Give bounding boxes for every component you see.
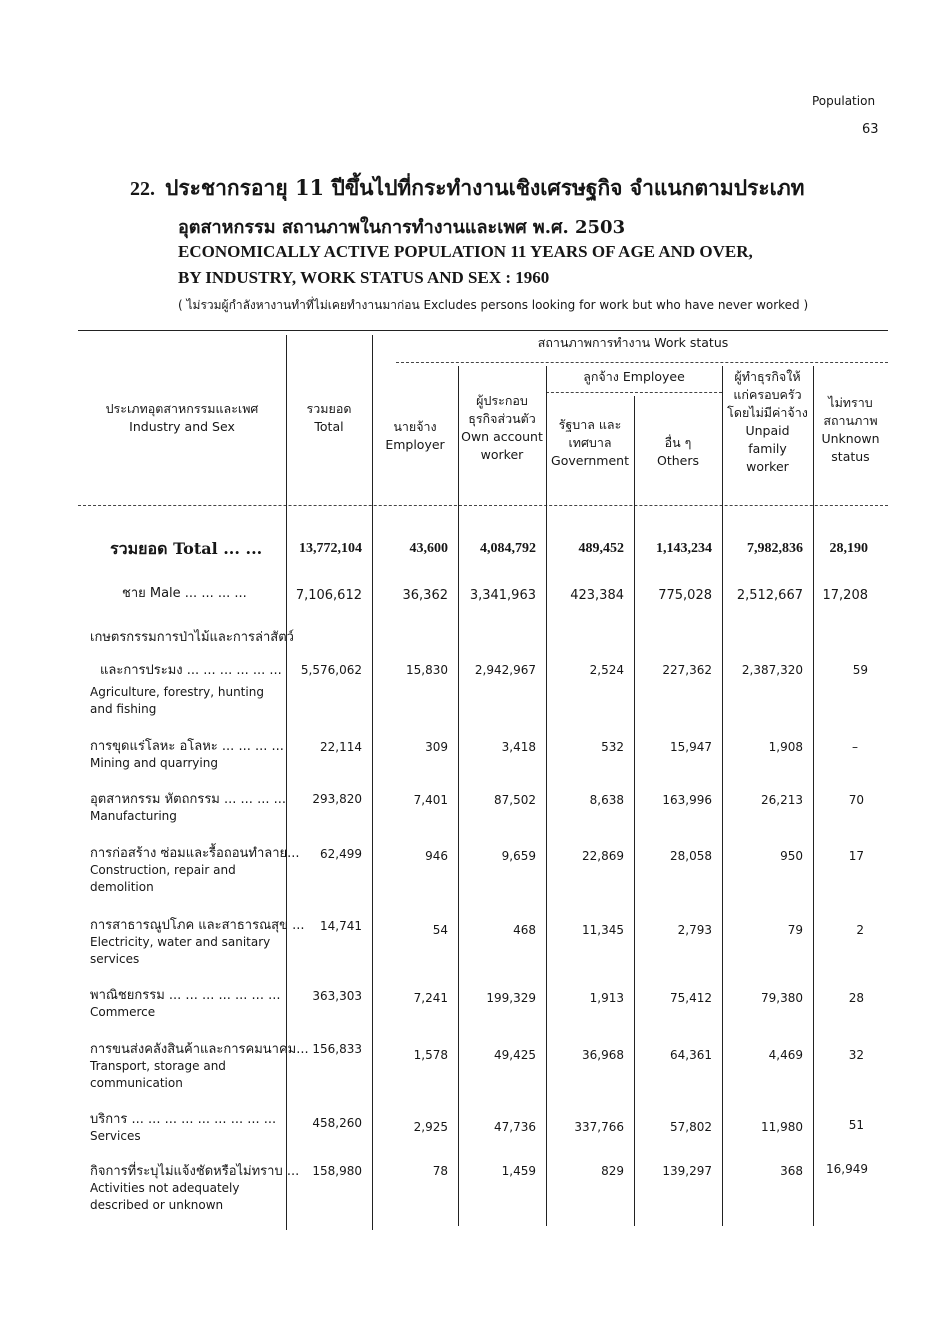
- cell-own-account: 87,502: [494, 793, 536, 807]
- cell-employer: 2,925: [413, 1120, 448, 1134]
- cell-employer: 946: [425, 849, 448, 863]
- title-thai-line2: อุตสาหกรรม สถานภาพในการทำงานและเพศ พ.ศ. 2503: [178, 217, 626, 238]
- row-label: อุตสาหกรรม หัตถกรรม ... ... ... ...: [90, 792, 286, 807]
- table-number: 22.: [130, 178, 155, 200]
- cell-unpaid-family: 2,387,320: [741, 663, 803, 677]
- col-divider-7: [813, 366, 814, 1226]
- table-top-rule: [78, 330, 888, 331]
- cell-government: 423,384: [570, 588, 624, 603]
- title-english-line1: ECONOMICALLY ACTIVE POPULATION 11 YEARS OF AGE AND OVER,: [178, 242, 753, 261]
- cell-total: 293,820: [312, 792, 362, 806]
- cell-unpaid-family: 2,512,667: [736, 588, 803, 603]
- page-section-label: Population: [812, 94, 876, 108]
- cell-own-account: 49,425: [494, 1048, 536, 1062]
- col-divider-5: [634, 396, 635, 1226]
- cell-unpaid-family: 368: [780, 1164, 803, 1178]
- cell-unpaid-family: 950: [780, 849, 803, 863]
- row-label: การก่อสร้าง ซ่อมและรื้อถอนทำลาย...: [90, 846, 300, 861]
- cell-employer: 7,241: [413, 991, 448, 1005]
- row-label-english: Mining and quarrying: [90, 756, 218, 770]
- cell-government: 337,766: [574, 1120, 624, 1134]
- header-employee: ลูกจ้าง Employee: [583, 369, 685, 384]
- cell-government: 2,524: [589, 663, 624, 677]
- row-label: การขนส่งคลังสินค้าและการคมนาคม...: [90, 1042, 309, 1057]
- cell-government: 22,869: [582, 849, 624, 863]
- row-label: พาณิชยกรรม ... ... ... ... ... ... ...: [90, 988, 281, 1003]
- cell-own-account: 47,736: [494, 1120, 536, 1134]
- cell-unknown: 51: [848, 1118, 864, 1132]
- cell-own-account: 3,418: [501, 740, 536, 754]
- cell-total: 458,260: [312, 1116, 362, 1130]
- cell-unknown: –: [852, 740, 858, 754]
- cell-employer: 1,578: [413, 1048, 448, 1062]
- page-number: 63: [862, 122, 879, 137]
- cell-own-account: 4,084,792: [480, 541, 536, 556]
- cell-others: 75,412: [670, 991, 712, 1005]
- row-label: การขุดแร่โลหะ อโลหะ ... ... ... ...: [90, 739, 284, 754]
- row-label-cont: และการประมง ... ... ... ... ... ...: [100, 663, 282, 678]
- col-divider-1: [286, 335, 287, 1230]
- row-label-english: Activities not adequately described or unknown: [90, 1181, 240, 1212]
- cell-total: 22,114: [320, 740, 362, 754]
- cell-others: 28,058: [670, 849, 712, 863]
- cell-unpaid-family: 26,213: [761, 793, 803, 807]
- col-divider-4: [546, 366, 547, 1226]
- cell-government: 8,638: [589, 793, 624, 807]
- cell-government: 11,345: [582, 923, 624, 937]
- cell-employer: 54: [432, 923, 448, 937]
- title-note: ( ไม่รวมผู้กำลังหางานทำที่ไม่เคยทำงานมาก่อน Excludes persons looking for work but who have never worked ): [178, 298, 809, 312]
- cell-total: 14,741: [320, 919, 362, 933]
- header-work-status: สถานภาพการทำงาน Work status: [537, 335, 729, 350]
- row-label-english: Manufacturing: [90, 809, 177, 823]
- cell-unknown: 59: [852, 663, 868, 677]
- cell-government: 829: [601, 1164, 624, 1178]
- header-employer: นายจ้าง Employer: [385, 419, 445, 452]
- cell-total: 156,833: [312, 1042, 362, 1056]
- header-own-account: ผู้ประกอบ ธุรกิจส่วนตัว Own account worker: [461, 393, 543, 462]
- header-bottom-rule: [78, 505, 888, 506]
- cell-unpaid-family: 79: [787, 923, 803, 937]
- cell-others: 15,947: [670, 740, 712, 754]
- cell-government: 489,452: [578, 541, 624, 556]
- cell-unknown: 17: [848, 849, 864, 863]
- cell-unpaid-family: 11,980: [761, 1120, 803, 1134]
- cell-others: 775,028: [658, 588, 712, 603]
- cell-others: 1,143,234: [656, 541, 712, 556]
- cell-unpaid-family: 4,469: [768, 1048, 803, 1062]
- cell-employer: 43,600: [409, 541, 448, 556]
- row-label-english: Transport, storage and communication: [90, 1059, 226, 1090]
- row-label: เกษตรกรรมการป่าไม้และการล่าสัตว์: [90, 630, 294, 645]
- cell-unknown: 32: [848, 1048, 864, 1062]
- header-industry: ประเภทอุตสาหกรรมและเพศ Industry and Sex: [105, 401, 259, 434]
- cell-total: 62,499: [320, 847, 362, 861]
- cell-employer: 7,401: [413, 793, 448, 807]
- cell-total: 7,106,612: [295, 588, 362, 603]
- cell-government: 1,913: [589, 991, 624, 1005]
- row-label-english: Commerce: [90, 1005, 156, 1019]
- row-label: ชาย Male ... ... ... ...: [122, 586, 247, 601]
- statistics-table: [78, 330, 888, 1230]
- col-divider-2: [372, 335, 373, 1230]
- cell-employer: 78: [432, 1164, 448, 1178]
- cell-own-account: 9,659: [501, 849, 536, 863]
- cell-others: 139,297: [662, 1164, 712, 1178]
- header-government: รัฐบาล และ เทศบาล Government: [551, 417, 629, 468]
- employee-rule: [546, 392, 722, 393]
- cell-others: 227,362: [662, 663, 712, 677]
- cell-total: 158,980: [312, 1164, 362, 1178]
- row-label: การสาธารณูปโภค และสาธารณสุข ...: [90, 918, 305, 933]
- header-unpaid-family: ผู้ทำธุรกิจให้ แก่ครอบครัว โดยไม่มีค่าจ้าง Unpaid family worker: [727, 369, 808, 474]
- cell-own-account: 3,341,963: [469, 588, 536, 603]
- col-divider-6: [722, 366, 723, 1226]
- cell-total: 363,303: [312, 989, 362, 1003]
- cell-own-account: 2,942,967: [474, 663, 536, 677]
- row-label: รวมยอด Total ... ...: [110, 539, 263, 558]
- cell-unknown: 17,208: [822, 588, 868, 603]
- cell-own-account: 468: [513, 923, 536, 937]
- row-label-english: Services: [90, 1129, 141, 1143]
- row-label: กิจการที่ระบุไม่แจ้งชัดหรือไม่ทราบ ...: [90, 1164, 300, 1179]
- cell-unknown: 16,949: [826, 1162, 868, 1176]
- cell-unknown: 2: [856, 923, 864, 937]
- cell-others: 163,996: [662, 793, 712, 807]
- cell-total: 5,576,062: [300, 663, 362, 677]
- cell-unknown: 28: [848, 991, 864, 1005]
- cell-employer: 309: [425, 740, 448, 754]
- cell-own-account: 199,329: [486, 991, 536, 1005]
- header-total: รวมยอด Total: [306, 401, 352, 434]
- cell-government: 532: [601, 740, 624, 754]
- header-others: อื่น ๆ Others: [656, 435, 699, 468]
- cell-others: 64,361: [670, 1048, 712, 1062]
- cell-total: 13,772,104: [299, 541, 362, 556]
- row-label-english: Electricity, water and sanitary services: [90, 935, 271, 966]
- header-unknown-status: ไม่ทราบ สถานภาพ Unknown status: [821, 395, 880, 464]
- title-english-line2: BY INDUSTRY, WORK STATUS AND SEX : 1960: [178, 268, 550, 287]
- row-label: บริการ ... ... ... ... ... ... ... ... ...: [90, 1112, 277, 1127]
- cell-own-account: 1,459: [501, 1164, 536, 1178]
- cell-government: 36,968: [582, 1048, 624, 1062]
- cell-others: 57,802: [670, 1120, 712, 1134]
- cell-employer: 15,830: [406, 663, 448, 677]
- cell-unpaid-family: 1,908: [768, 740, 803, 754]
- title-thai-line1: 22. ประชากรอายุ 11 ปีขึ้นไปที่กระทำงานเชิงเศรษฐกิจ จำแนกตามประเภท: [130, 175, 805, 200]
- cell-unpaid-family: 7,982,836: [747, 541, 803, 556]
- row-label-english: Construction, repair and demolition: [90, 863, 236, 894]
- col-divider-3: [458, 366, 459, 1226]
- cell-others: 2,793: [677, 923, 712, 937]
- cell-unknown: 28,190: [829, 541, 868, 556]
- cell-employer: 36,362: [402, 588, 448, 603]
- row-label-english: Agriculture, forestry, hunting and fishing: [90, 685, 264, 716]
- cell-unpaid-family: 79,380: [761, 991, 803, 1005]
- work-status-rule: [396, 362, 888, 363]
- cell-unknown: 70: [848, 793, 864, 807]
